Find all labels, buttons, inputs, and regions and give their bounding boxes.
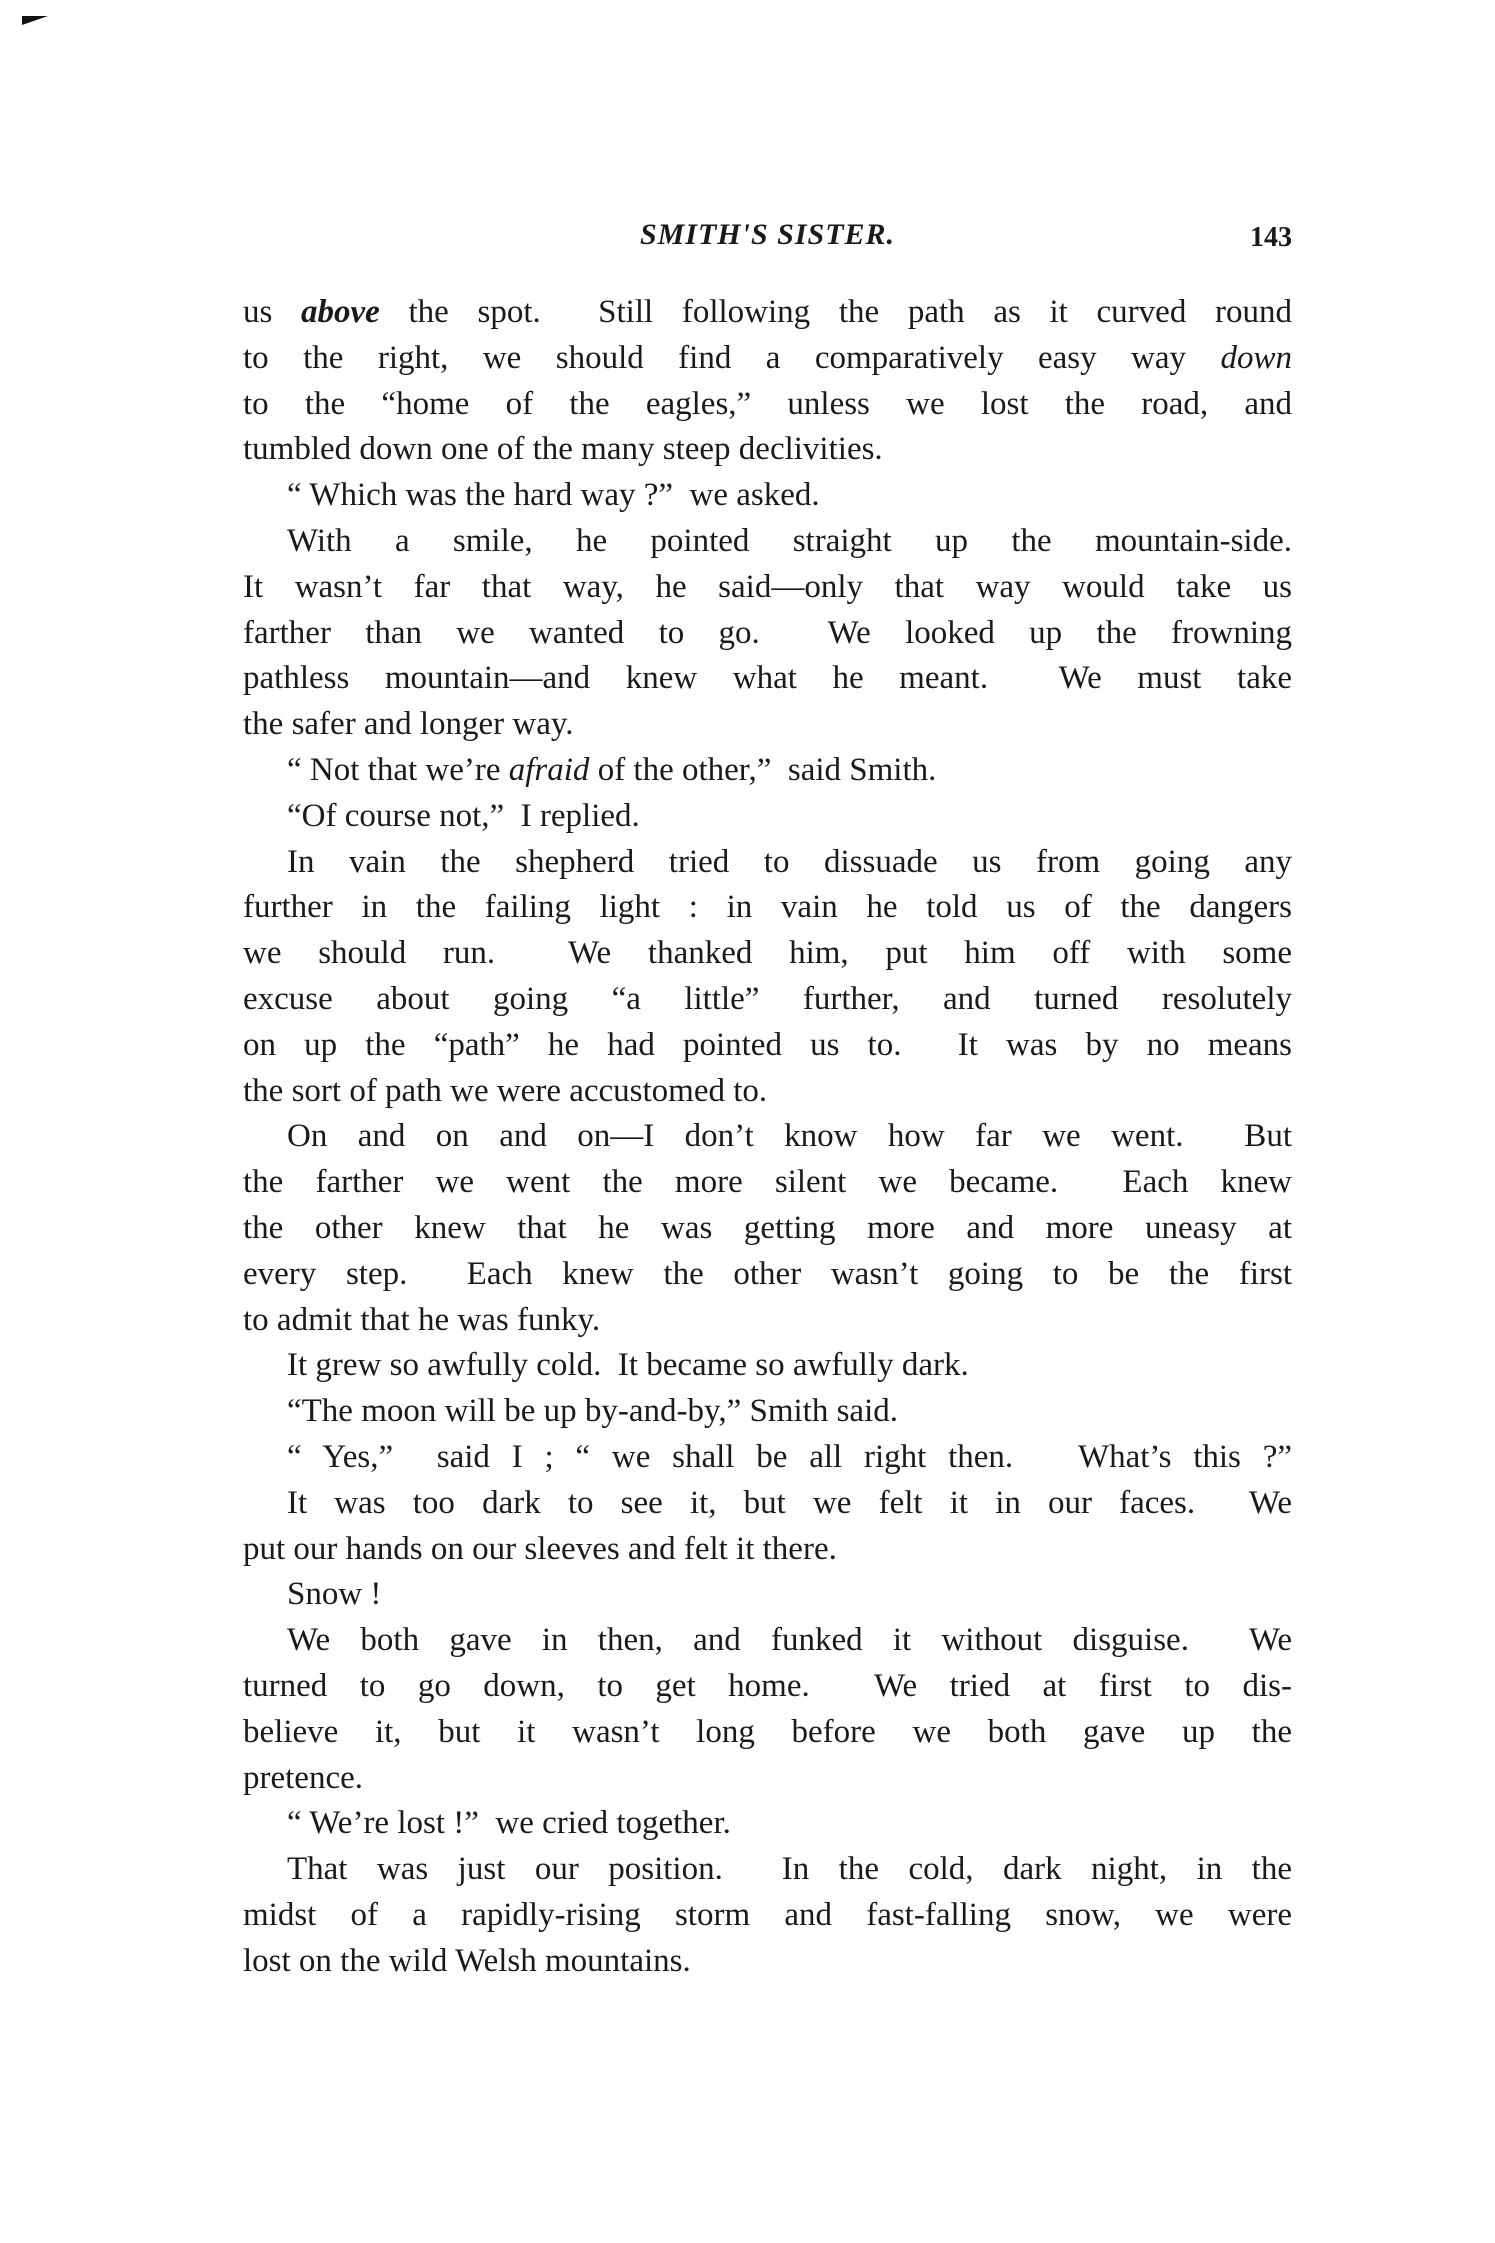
text-line	[243, 702, 1292, 748]
text-line	[243, 1114, 1292, 1160]
running-title: SMITH'S SISTER.	[639, 218, 896, 251]
text-run: the farther we went the more silent we became. Each knew	[243, 1164, 1292, 1201]
text-line	[243, 1710, 1292, 1756]
text-line	[243, 290, 1292, 336]
text-line	[243, 1801, 1292, 1847]
text-run: Snow !	[287, 1576, 382, 1613]
text-run: We both gave in then, and funked it without disguise. We	[287, 1622, 1292, 1659]
text-line	[243, 1298, 1292, 1344]
text-line	[243, 1756, 1292, 1802]
text-line	[243, 885, 1292, 931]
text-line	[243, 1023, 1292, 1069]
text-line	[243, 427, 1292, 473]
scan-corner-mark	[22, 16, 48, 25]
text-run: to the right, we should find a comparatively easy way	[243, 339, 1221, 376]
text-run: to admit that he was funky.	[243, 1301, 601, 1338]
page-header	[243, 214, 1292, 264]
text-run: That was just our position. In the cold, dark night, in the	[287, 1851, 1292, 1888]
text-run: us	[243, 294, 302, 330]
text-run: pathless mountain—and knew what he meant. We must take	[243, 660, 1292, 697]
text-run: In vain the shepherd tried to dissuade us from going any	[287, 843, 1292, 880]
text-line	[243, 840, 1292, 886]
text-line	[243, 656, 1292, 702]
text-line	[243, 1481, 1292, 1527]
text-run: of the other,” said Smith.	[589, 751, 937, 788]
page-number: 143	[1250, 222, 1292, 253]
text-run: It wasn’t far that way, he said—only that way would take us	[243, 568, 1292, 605]
text-run: the sort of path we were accustomed to.	[243, 1072, 768, 1109]
text-run: excuse about going “a little” further, and turned resolutely	[243, 980, 1292, 1017]
text-run: put our hands on our sleeves and felt it there.	[243, 1530, 837, 1567]
emphasized-text: above	[301, 294, 380, 330]
text-run: tumbled down one of the many steep declivities.	[243, 431, 883, 468]
text-line	[243, 1206, 1292, 1252]
text-run: On and on and on—I don’t know how far we went. But	[287, 1118, 1292, 1155]
text-line	[243, 1252, 1292, 1298]
text-run: “ Which was the hard way ?” we asked.	[287, 477, 820, 514]
text-run: farther than we wanted to go. We looked up the frowning	[243, 614, 1292, 651]
text-run: the other knew that he was getting more and more uneasy at	[243, 1209, 1292, 1246]
emphasized-text: afraid	[508, 751, 590, 788]
text-run: every step. Each knew the other wasn’t going to be the first	[243, 1255, 1292, 1292]
text-line	[243, 1389, 1292, 1435]
text-run: pretence.	[243, 1759, 363, 1796]
text-line	[243, 519, 1292, 565]
text-run: the safer and longer way.	[243, 706, 574, 743]
text-run: It grew so awfully cold. It became so awfully dark.	[287, 1347, 969, 1384]
text-line	[243, 1572, 1292, 1618]
text-run: “ We’re lost !” we cried together.	[287, 1805, 731, 1842]
text-line	[243, 1847, 1292, 1893]
text-line	[243, 1343, 1292, 1389]
text-run: “The moon will be up by-and-by,” Smith said.	[287, 1393, 898, 1430]
text-line	[243, 473, 1292, 519]
text-run: we should run. We thanked him, put him off with some	[243, 935, 1292, 972]
text-line	[243, 1435, 1292, 1481]
text-line	[243, 565, 1292, 611]
text-line	[243, 1069, 1292, 1115]
text-line	[243, 1893, 1292, 1939]
text-line	[243, 336, 1292, 382]
text-run: to the “home of the eagles,” unless we lost the road, and	[243, 385, 1292, 422]
page-body-text	[243, 290, 1292, 1984]
text-line	[243, 1664, 1292, 1710]
text-run: believe it, but it wasn’t long before we both gave up the	[243, 1713, 1292, 1750]
text-line	[243, 977, 1292, 1023]
text-line	[243, 748, 1292, 794]
text-line	[243, 1618, 1292, 1664]
text-run: With a smile, he pointed straight up the mountain-side.	[287, 522, 1292, 559]
text-run: “ Not that we’re	[287, 751, 509, 788]
text-run: further in the failing light : in vain he told us of the dangers	[243, 889, 1292, 926]
text-run: turned to go down, to get home. We tried at first to dis-	[243, 1667, 1292, 1704]
text-line	[243, 1939, 1292, 1985]
text-line	[243, 931, 1292, 977]
text-run: It was too dark to see it, but we felt it in our faces. We	[287, 1484, 1292, 1521]
text-run: lost on the wild Welsh mountains.	[243, 1942, 691, 1979]
text-line	[243, 382, 1292, 428]
text-run: “ Yes,” said I ; “ we shall be all right then. What’s this ?”	[287, 1438, 1292, 1475]
text-run: on up the “path” he had pointed us to. It was by no means	[243, 1026, 1292, 1063]
text-run: midst of a rapidly-rising storm and fast-falling snow, we were	[243, 1896, 1292, 1933]
text-line	[243, 1160, 1292, 1206]
emphasized-text: down	[1220, 339, 1292, 376]
text-line	[243, 611, 1292, 657]
text-run: “Of course not,” I replied.	[287, 797, 640, 834]
text-line	[243, 1527, 1292, 1573]
text-run: the spot. Still following the path as it curved round	[379, 294, 1292, 330]
text-line	[243, 794, 1292, 840]
